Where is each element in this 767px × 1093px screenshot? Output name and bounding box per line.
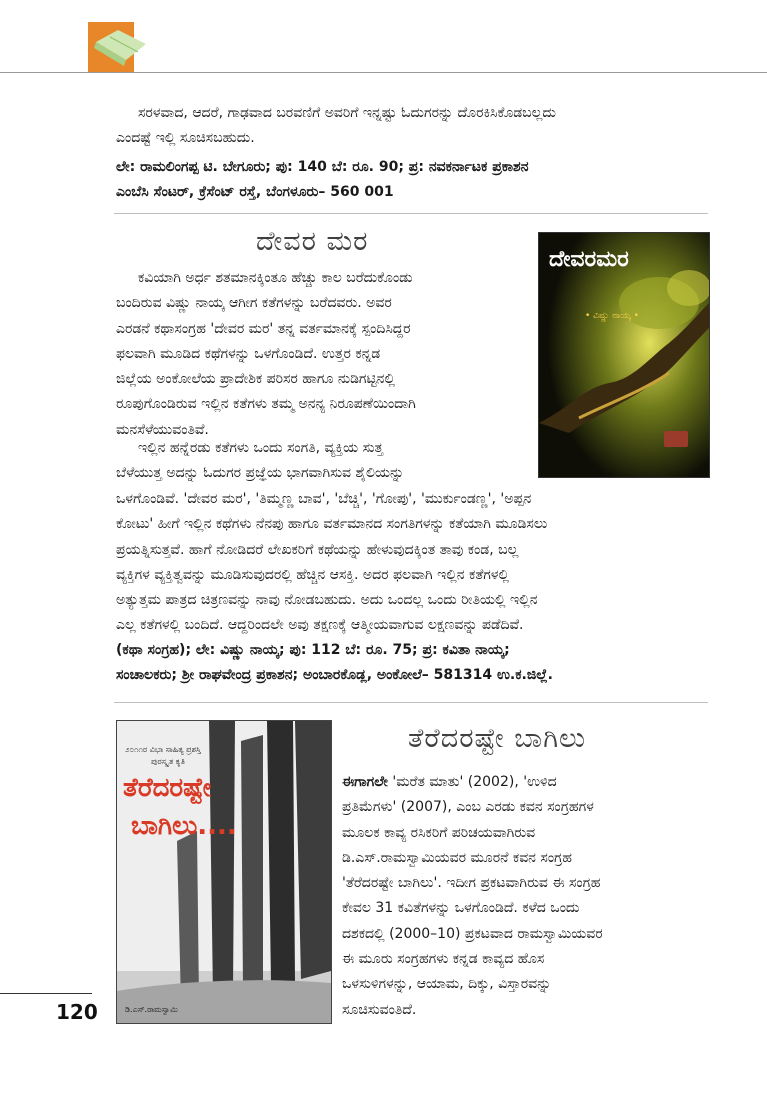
intro-paragraph: ಸರಳವಾದ, ಆದರೆ, ಗಾಢವಾದ ಬರವಣಿಗೆ ಅವರಿಗೆ ಇನ್ನಷ್ಟು ಓದುಗರನ್ನು ದೊರಕಿಸಿಕೊಡಬಲ್ಲದು ಎಂದಷ್ಟೆ ಇಲ್ಲಿ ಸೂಚಿಸಬಹುದು. <box>116 105 556 147</box>
footer-rule <box>0 993 92 994</box>
intro-bibliography: ಲೇ: ರಾಮಲಿಂಗಪ್ಪ ಟಿ. ಬೇಗೂರು; ಪು: 140 ಬೆ: ರೂ. 90; ಪ್ರ: ನವಕರ್ನಾಟಕ ಪ್ರಕಾಶನ ಎಂಬೆಸಿ ಸೆಂಟರ್, ಕ್ರೆಸೆಂಟ್ ರಸ್ತೆ, ಬೆಂಗಳೂರು– 560 001 <box>116 159 529 200</box>
open-book-icon <box>88 22 148 74</box>
review2-paragraph-text: 'ಮರೆತ ಮಾತು' (2002), 'ಉಳಿದ ಪ್ರತಿಮೆಗಳು' (2007), ಎಂಬ ಎರಡು ಕವನ ಸಂಗ್ರಹಗಳ ಮೂಲಕ ಕಾವ್ಯ ರಸಿಕರಿಗೆ ಪರಿಚಯವಾಗಿರುವ ಡಿ.ಎಸ್.ರಾಮಸ್ವಾಮಿಯವರ ಮೂರನೆ ಕವನ ಸಂಗ್ರಹ 'ತೆರೆದರಷ್ಟೇ ಬಾಗಿಲು'. ಇದೀಗ ಪ್ರಕಟವಾಗಿರುವ ಈ ಸಂಗ್ರಹ ಕೇವಲ 31 ಕವಿತೆಗಳನ್ನು ಒಳಗೊಂಡಿದೆ. ಕಳೆದ ಒಂದು ದಶಕದಲ್ಲಿ (2000–10) ಪ್ರಕಟವಾದ ರಾಮಸ್ವಾಮಿಯವರ ಈ ಮೂರು ಸಂಗ್ರಹಗಳು ಕನ್ನಡ ಕಾವ್ಯದ ಹೊಸ ಒಳಸುಳಿಗಳನ್ನು, ಆಯಾಮ, ದಿಕ್ಕು, ವಿಸ್ತಾರವನ್ನು ಸೂಚಿಸುವಂತಿದೆ. <box>342 774 603 1018</box>
review1-paragraph-2b: ಒಳಗೊಂಡಿವೆ. 'ದೇವರ ಮರ', 'ತಿಮ್ಮಣ್ಣ ಬಾವ', 'ಬೆಚ್ಚಿ', 'ಗೋಪು', 'ಮುರ್ಕುಂಡಣ್ಣ', 'ಅಪ್ಪನ ಕೋಟು' ಹೀಗೆ ಇಲ್ಲಿನ ಕಥೆಗಳು ನೆನಪು ಹಾಗೂ ವರ್ತಮಾನದ ಸಂಗತಿಗಳನ್ನು ಕತೆಯಾಗಿ ಮೂಡಿಸಲು ಪ್ರಯತ್ನಿಸುತ್ತವೆ. ಹಾಗೆ ನೋಡಿದರೆ ಲೇಖಕರಿಗೆ ಕಥೆಯನ್ನು ಹೇಳುವುದಕ್ಕಿಂತ ತಾವು ಕಂಡ, ಬಲ್ಲ ವ್ಯಕ್ತಿಗಳ ವ್ಯಕ್ತಿತ್ವವನ್ನು ಮೂಡಿಸುವುದರಲ್ಲಿ ಹೆಚ್ಚಿನ ಆಸಕ್ತಿ. ಅದರ ಫಲವಾಗಿ ಇಲ್ಲಿನ ಕತೆಗಳಲ್ಲಿ ಅತ್ಯುತ್ತಮ ಪಾತ್ರದ ಚಿತ್ರಣವನ್ನು ನಾವು ನೋಡಬಹುದು. ಅದು ಒಂದಲ್ಲ ಒಂದು ರೀತಿಯಲ್ಲಿ ಇಲ್ಲಿನ ಎಲ್ಲ ಕತೆಗಳಲ್ಲಿ ಬಂದಿದೆ. ಆದ್ದರಿಂದಲೇ ಅವು ತಕ್ಷಣಕ್ಕೆ ಆತ್ಮೀಯವಾಗುವ ಲಕ್ಷಣವನ್ನು ಪಡೆದಿವೆ. <box>116 491 548 634</box>
book-cover-devara-mara <box>538 232 710 478</box>
review1-paragraph-2a: ಇಲ್ಲಿನ ಹನ್ನೆರಡು ಕತೆಗಳು ಒಂದು ಸಂಗತಿ, ವ್ಯಕ್ತಿಯ ಸುತ್ತ ಬೆಳೆಯುತ್ತ ಅದನ್ನು ಓದುಗರ ಪ್ರಜ್ಞೆಯ ಭಾಗವಾಗಿಸುವ ಶೈಲಿಯನ್ನು <box>116 440 405 482</box>
header-logo <box>88 22 148 74</box>
review1-title: ದೇವರ ಮರ <box>256 226 369 257</box>
cover2-author: ಡಿ.ಎಸ್.ರಾಮಸ್ವಾಮಿ <box>125 1005 178 1014</box>
review1-paragraph-1: ಕವಿಯಾಗಿ ಅರ್ಧ ಶತಮಾನಕ್ಕಿಂತೂ ಹೆಚ್ಚು ಕಾಲ ಬರೆದುಕೊಂಡು ಬಂದಿರುವ ವಿಷ್ಣು ನಾಯ್ಕ ಆಗೀಗ ಕತೆಗಳನ್ನು ಬರೆದವರು. ಅವರ ಎರಡನೆ ಕಥಾಸಂಗ್ರಹ 'ದೇವರ ಮರ' ತನ್ನ ವರ್ತಮಾನಕ್ಕೆ ಸ್ಪಂದಿಸಿದ್ದರ ಫಲವಾಗಿ ಮೂಡಿದ ಕಥೆಗಳನ್ನು ಒಳಗೊಂಡಿದೆ. ಉತ್ತರ ಕನ್ನಡ ಜಿಲ್ಲೆಯ ಅಂಕೋಲೆಯ ಪ್ರಾದೇಶಿಕ ಪರಿಸರ ಹಾಗೂ ನುಡಿಗಟ್ಟಿನಲ್ಲಿ ರೂಪುಗೊಂಡಿರುವ ಇಲ್ಲಿನ ಕತೆಗಳು ತಮ್ಮ ಅನನ್ಯ ನಿರೂಪಣೆಯಿಂದಾಗಿ ಮನಸೆಳೆಯುವಂತಿವೆ. <box>116 270 416 438</box>
review1-bibliography: (ಕಥಾ ಸಂಗ್ರಹ); ಲೇ: ವಿಷ್ಣು ನಾಯ್ಕ; ಪು: 112 ಬೆ: ರೂ. 75; ಪ್ರ: ಕವಿತಾ ನಾಯ್ಕ; ಸಂಚಾಲಕರು; ಶ್ರೀ ರಾಘವೇಂದ್ರ ಪ್ರಕಾಶನ; ಅಂಬಾರಕೊಡ್ಲ, ಅಂಕೋಲೆ– 581314 ಉ.ಕ.ಜಿಲ್ಲೆ. <box>116 642 553 683</box>
cover1-author: • ವಿಷ್ಣು ನಾಯ್ಕ • <box>585 311 639 321</box>
cover2-tagline-1: ೨೦೧೧ರ ವಿಭಾ ಸಾಹಿತ್ಯ ಪ್ರಶಸ್ತಿ <box>125 745 201 754</box>
cover-pillars-illustration <box>117 721 331 1023</box>
cover2-tagline-2: ಪುರಸ್ಕೃತ ಕೃತಿ <box>151 757 186 766</box>
header-rule <box>0 72 767 73</box>
review2-lead-word: ಈಗಾಗಲೇ <box>342 774 388 790</box>
review2-title: ತೆರೆದರಷ್ಟೇ ಬಾಗಿಲು <box>408 723 587 754</box>
cover1-title: ದೇವರಮರ <box>549 247 629 272</box>
page-number: 120 <box>56 1000 98 1024</box>
cover2-title-line-1: ತೆರೆದರಷ್ಟೇ <box>123 773 212 803</box>
book-cover-teredarashte-bagilu <box>116 720 332 1024</box>
section-divider-2 <box>114 702 708 703</box>
section-divider-1 <box>114 213 708 214</box>
cover2-title-line-2: ಬಾಗಿಲು.... <box>131 811 237 841</box>
review2-paragraph <box>342 770 712 1023</box>
